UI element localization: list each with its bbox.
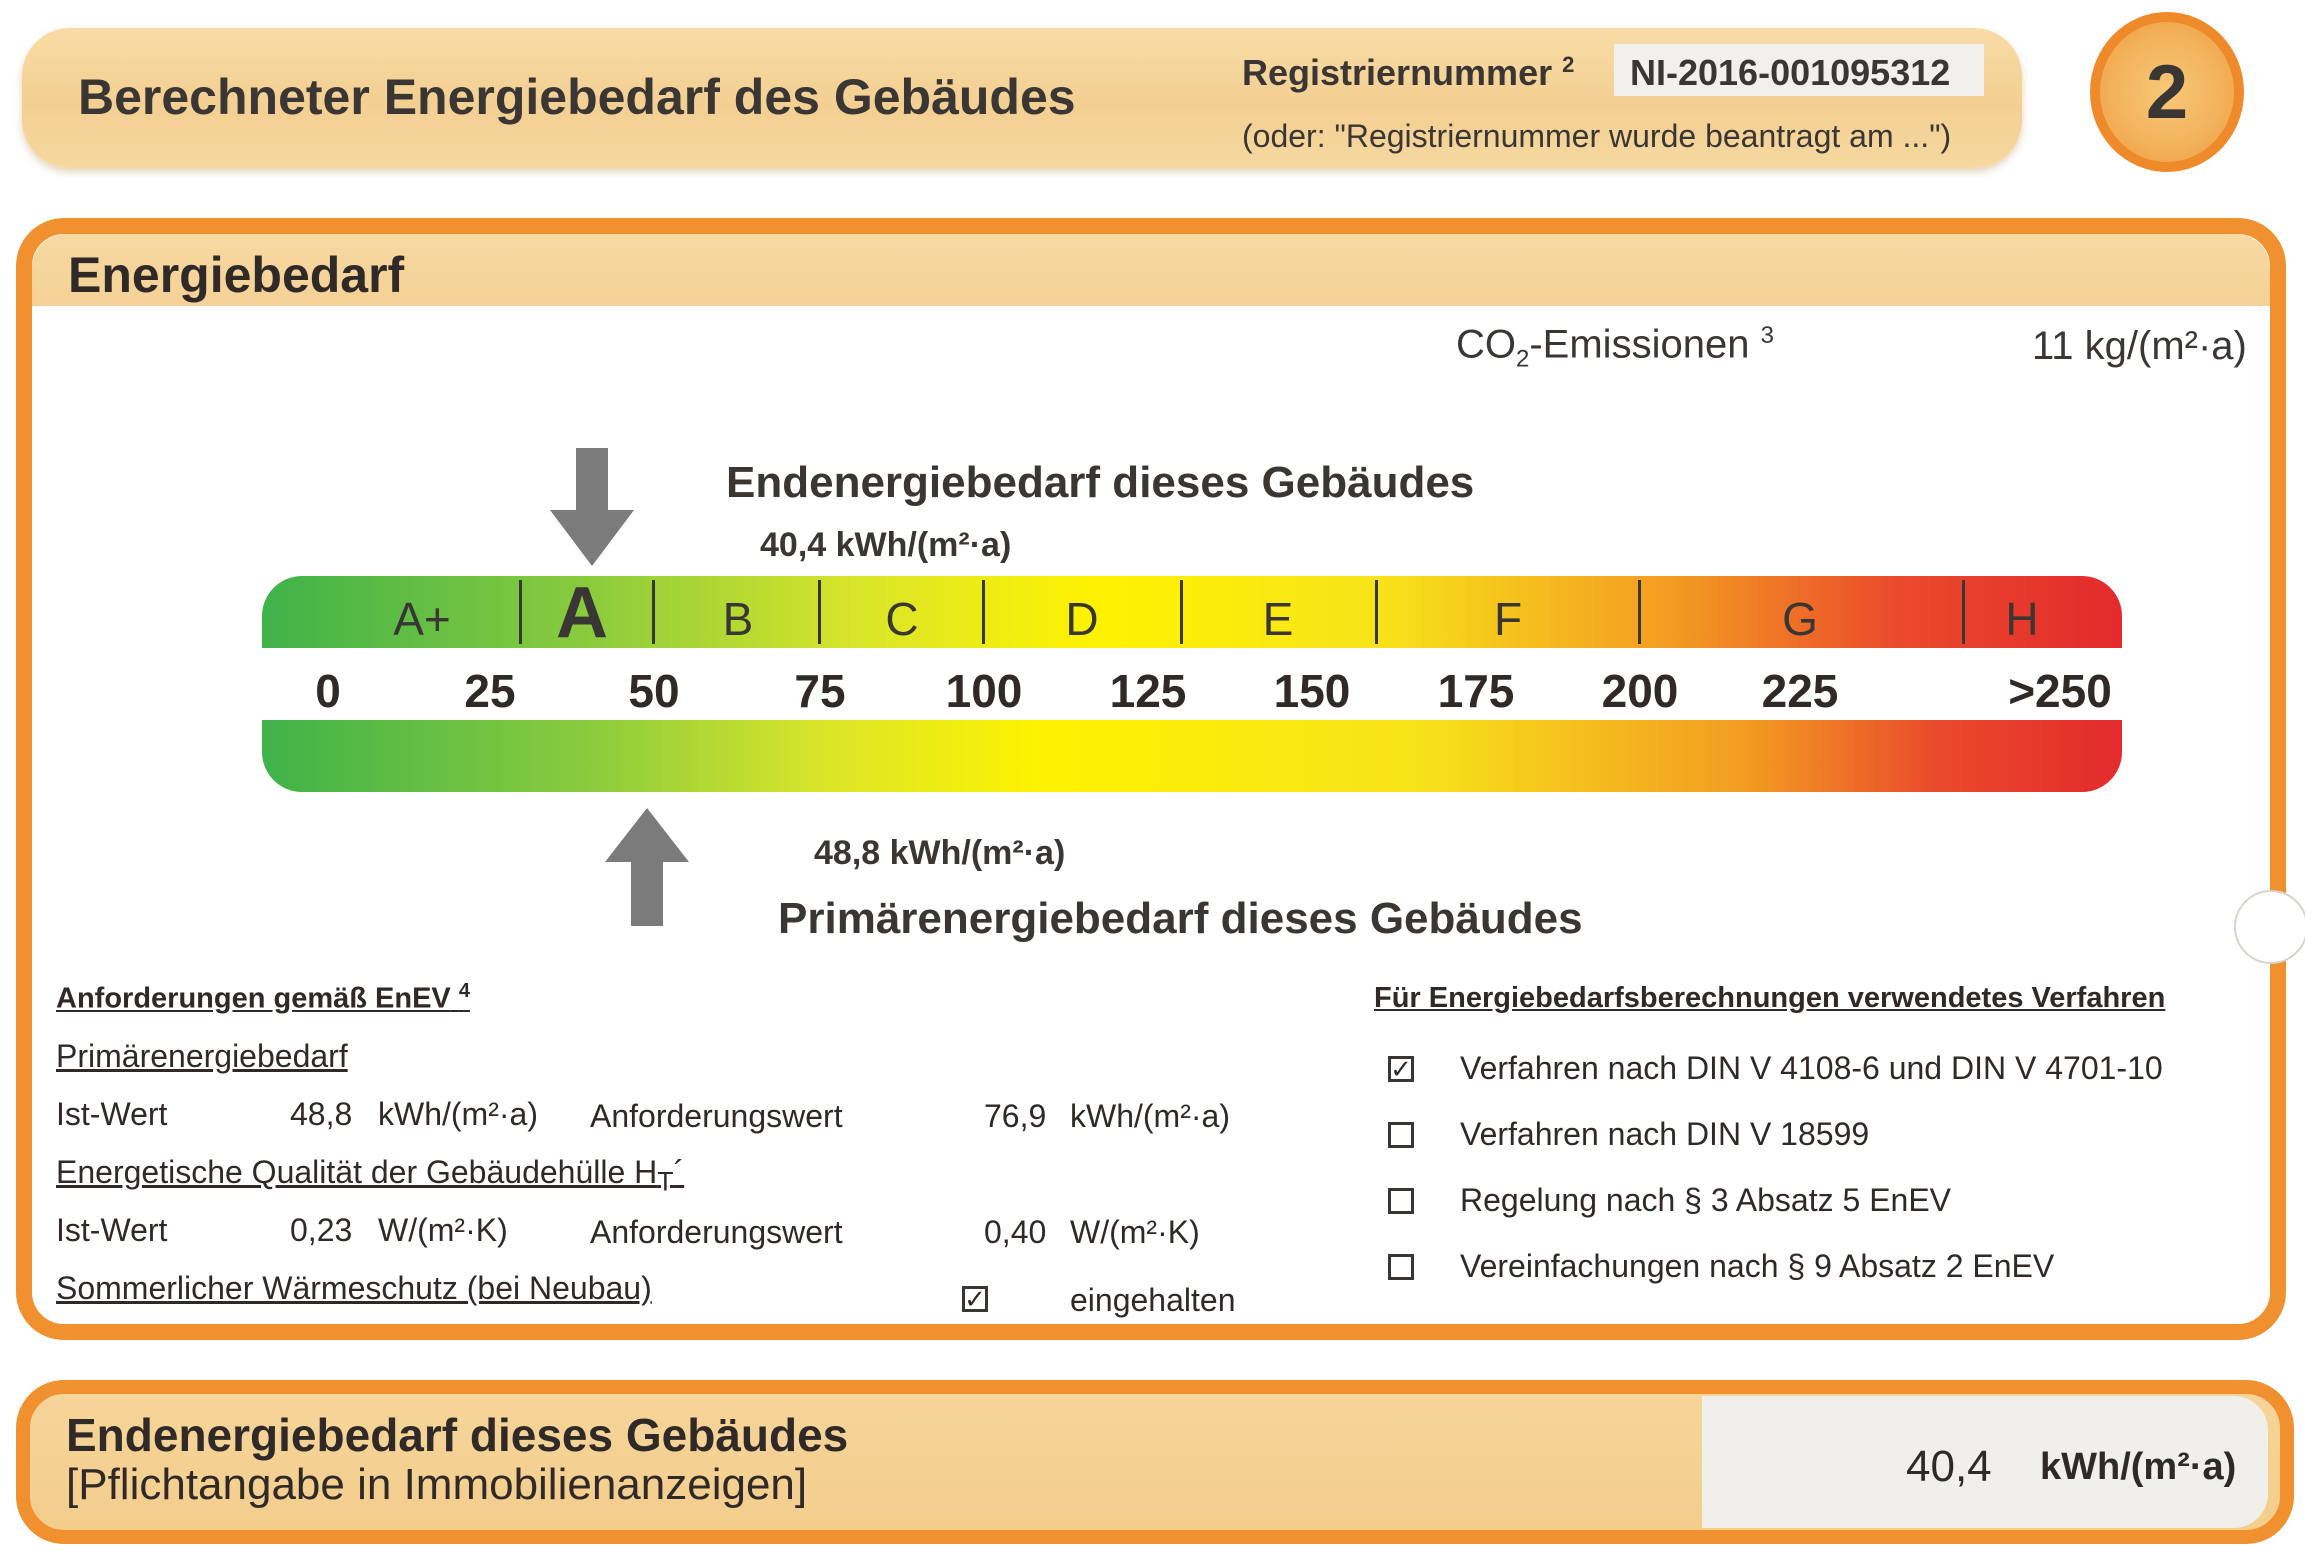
envelope-req-unit: W/(m²·K) — [1070, 1214, 1200, 1250]
end-energy-heading: Endenergiebedarf dieses Gebäudes — [726, 458, 1475, 507]
class-separator — [1180, 580, 1183, 644]
primary-ist-unit: kWh/(m²·a) — [378, 1096, 538, 1132]
tick-label: 0 — [315, 665, 341, 717]
registration-footnote: 2 — [1562, 52, 1575, 77]
method-label: Regelung nach § 3 Absatz 5 EnEV — [1460, 1182, 1952, 1218]
tick-label: 125 — [1109, 665, 1187, 717]
class-label-f: F — [1493, 593, 1523, 645]
class-separator — [982, 580, 985, 644]
method-checkbox-din-18599[interactable] — [1388, 1122, 1414, 1148]
class-label-c: C — [885, 593, 919, 645]
class-label-b: B — [722, 593, 754, 645]
envelope-ist-value: 0,23 — [290, 1212, 353, 1248]
primary-req-label: Anforderungswert — [590, 1098, 843, 1134]
energy-scale-bottom — [262, 720, 2122, 792]
envelope-ist-label: Ist-Wert — [56, 1212, 168, 1248]
tick-label: 200 — [1601, 665, 1679, 717]
summer-protection-status: eingehalten — [1070, 1282, 1236, 1318]
class-separator — [1962, 580, 1965, 644]
class-label-a-plus: A+ — [393, 593, 451, 645]
class-separator — [1638, 580, 1641, 644]
tick-label: 225 — [1761, 665, 1839, 717]
tick-label: 150 — [1273, 665, 1351, 717]
methods-title: Für Energiebedarfsberechnungen verwendetes Verfahren — [1374, 982, 2166, 1014]
primary-energy-arrow-icon — [599, 806, 695, 926]
page-title: Berechneter Energiebedarf des Gebäudes — [78, 69, 1076, 125]
tick-label: >250 — [2008, 665, 2112, 717]
primary-energy-subheading: Primärenergiebedarf — [56, 1038, 348, 1074]
page-number-badge: 2 — [2090, 12, 2244, 172]
footer-unit: kWh/(m²·a) — [2040, 1446, 2237, 1488]
primary-energy-heading: Primärenergiebedarf dieses Gebäudes — [778, 894, 1583, 943]
method-checkbox-vereinfachungen[interactable] — [1388, 1254, 1414, 1280]
method-checkbox-din-4108[interactable]: ✓ — [1388, 1056, 1414, 1082]
tick-label: 100 — [945, 665, 1023, 717]
requirements-title: Anforderungen gemäß EnEV $^4$ — [56, 980, 470, 1015]
method-label: Vereinfachungen nach § 9 Absatz 2 EnEV — [1460, 1248, 2055, 1284]
envelope-subheading: Energetische Qualität der Gebäudehülle $H_T´$ — [56, 1154, 685, 1197]
class-separator — [818, 580, 821, 644]
method-label: Verfahren nach DIN V 4108-6 und DIN V 4701-10 — [1460, 1050, 2163, 1086]
tick-label: 75 — [794, 665, 846, 717]
class-separator — [652, 580, 655, 644]
summer-protection-checkbox[interactable]: ✓ — [962, 1286, 988, 1312]
class-label-d: D — [1065, 593, 1099, 645]
envelope-req-value: 0,40 — [984, 1214, 1047, 1250]
footer-title: Endenergiebedarf dieses Gebäudes — [66, 1409, 849, 1461]
class-label-h: H — [2005, 593, 2039, 645]
class-label-g: G — [1782, 593, 1818, 645]
registration-label: Registriernummer $^2$ — [1242, 52, 1575, 93]
end-energy-arrow-icon — [544, 448, 640, 568]
energy-scale-tick-band — [262, 648, 2122, 720]
summer-protection-subheading: Sommerlicher Wärmeschutz (bei Neubau) — [56, 1270, 652, 1306]
primary-req-value: 76,9 — [984, 1098, 1047, 1134]
primary-energy-value: 48,8 kWh/(m²·a) — [814, 834, 1066, 872]
class-separator — [519, 580, 522, 644]
primary-ist-label: Ist-Wert — [56, 1096, 168, 1132]
envelope-req-label: Anforderungswert — [590, 1214, 843, 1250]
class-label-a: A — [556, 573, 608, 653]
class-label-e: E — [1262, 593, 1294, 645]
energy-scale-top — [262, 576, 2122, 648]
tick-label: 175 — [1437, 665, 1515, 717]
co2-label: $CO_2$-Emissionen $^3$ — [1456, 322, 1774, 373]
envelope-ist-unit: W/(m²·K) — [378, 1212, 508, 1248]
primary-ist-value: 48,8 — [290, 1096, 353, 1132]
section-title: Energiebedarf — [68, 247, 405, 303]
tick-label: 25 — [464, 665, 516, 717]
method-checkbox-regelung[interactable] — [1388, 1188, 1414, 1214]
footer-subtitle: [Pflichtangabe in Immobilienanzeigen] — [66, 1460, 808, 1509]
registration-number: NI-2016-001095312 — [1630, 52, 1951, 93]
tick-label: 50 — [628, 665, 680, 717]
footer-value: 40,4 — [1906, 1442, 1992, 1491]
class-separator — [1375, 580, 1378, 644]
method-label: Verfahren nach DIN V 18599 — [1460, 1116, 1870, 1152]
registration-note: (oder: "Registriernummer wurde beantragt am ...") — [1242, 118, 1952, 154]
punch-hole — [2234, 890, 2305, 964]
primary-req-unit: kWh/(m²·a) — [1070, 1098, 1230, 1134]
end-energy-value: 40,4 kWh/(m²·a) — [760, 526, 1012, 564]
co2-value: 11 kg/(m²·a) — [2032, 324, 2247, 368]
